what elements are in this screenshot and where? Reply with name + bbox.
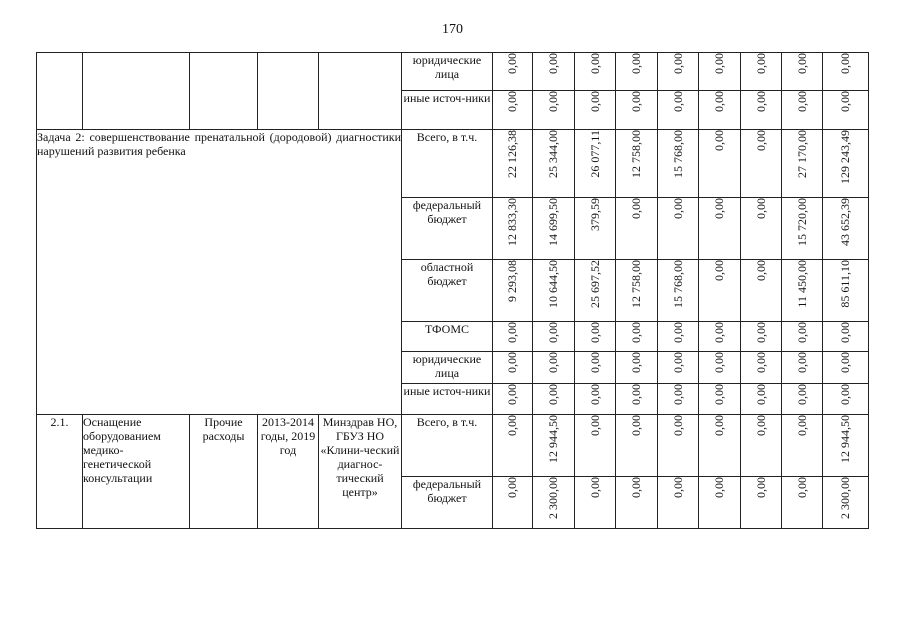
total-cell: 12 944,50 <box>823 415 869 477</box>
cont-cell-executor <box>319 53 402 130</box>
value-cell: 0,00 <box>741 198 782 260</box>
value-cell: 15 768,00 <box>658 130 699 198</box>
value-cell: 12 758,00 <box>616 260 658 322</box>
cont-cell-name <box>83 53 190 130</box>
value-cell: 0,00 <box>658 198 699 260</box>
value-cell: 0,00 <box>533 384 575 415</box>
funding-source: Всего, в т.ч. <box>402 130 493 198</box>
value-cell: 0,00 <box>575 415 616 477</box>
value-cell: 0,00 <box>616 91 658 130</box>
implementation-period: 2013-2014 годы, 2019 год <box>258 415 319 529</box>
cont-cell-number <box>37 53 83 130</box>
executor: Минздрав НО, ГБУЗ НО «Клини-ческий диагнос-тический центр» <box>319 415 402 529</box>
value-cell: 0,00 <box>658 91 699 130</box>
value-cell: 0,00 <box>533 91 575 130</box>
budget-table <box>36 52 869 529</box>
value-cell: 11 450,00 <box>782 260 823 322</box>
value-cell: 0,00 <box>658 477 699 529</box>
value-cell: 10 644,50 <box>533 260 575 322</box>
total-cell: 0,00 <box>823 384 869 415</box>
value-cell: 0,00 <box>616 53 658 91</box>
value-cell: 0,00 <box>699 415 741 477</box>
value-cell: 0,00 <box>575 384 616 415</box>
table-row <box>37 53 869 91</box>
value-cell: 0,00 <box>699 477 741 529</box>
value-cell: 0,00 <box>493 53 533 91</box>
value-cell: 2 300,00 <box>533 477 575 529</box>
total-cell: 129 243,49 <box>823 130 869 198</box>
value-cell: 0,00 <box>782 322 823 352</box>
value-cell: 0,00 <box>741 415 782 477</box>
value-cell: 0,00 <box>575 91 616 130</box>
value-cell: 0,00 <box>533 322 575 352</box>
total-cell: 0,00 <box>823 352 869 384</box>
value-cell: 0,00 <box>658 415 699 477</box>
cont-cell-type <box>190 53 258 130</box>
value-cell: 9 293,08 <box>493 260 533 322</box>
total-cell: 0,00 <box>823 53 869 91</box>
value-cell: 0,00 <box>658 322 699 352</box>
value-cell: 0,00 <box>782 53 823 91</box>
total-cell: 43 652,39 <box>823 198 869 260</box>
value-cell: 0,00 <box>699 352 741 384</box>
value-cell: 0,00 <box>533 53 575 91</box>
value-cell: 0,00 <box>741 322 782 352</box>
value-cell: 15 720,00 <box>782 198 823 260</box>
funding-source: ТФОМС <box>402 322 493 352</box>
task-2-title: Задача 2: совершенствование пренатальной (дородовой) диагностики нарушений развития ребенка <box>37 130 402 415</box>
funding-source: областной бюджет <box>402 260 493 322</box>
value-cell: 0,00 <box>741 352 782 384</box>
funding-source: иные источ-ники <box>402 384 493 415</box>
value-cell: 0,00 <box>575 352 616 384</box>
value-cell: 0,00 <box>616 384 658 415</box>
value-cell: 0,00 <box>658 384 699 415</box>
value-cell: 0,00 <box>699 384 741 415</box>
funding-source: юридические лица <box>402 352 493 384</box>
value-cell: 14 699,50 <box>533 198 575 260</box>
value-cell: 0,00 <box>741 130 782 198</box>
value-cell: 0,00 <box>493 352 533 384</box>
item-name: Оснащение оборудованием медико-генетической консультации <box>83 415 190 529</box>
expense-type: Прочие расходы <box>190 415 258 529</box>
value-cell: 0,00 <box>493 384 533 415</box>
value-cell: 0,00 <box>616 352 658 384</box>
value-cell: 0,00 <box>699 91 741 130</box>
value-cell: 0,00 <box>616 322 658 352</box>
value-cell: 26 077,11 <box>575 130 616 198</box>
value-cell: 0,00 <box>658 53 699 91</box>
value-cell: 0,00 <box>575 477 616 529</box>
value-cell: 0,00 <box>616 415 658 477</box>
value-cell: 0,00 <box>782 384 823 415</box>
page-number: 170 <box>442 22 463 37</box>
value-cell: 0,00 <box>699 130 741 198</box>
value-cell: 0,00 <box>616 198 658 260</box>
value-cell: 0,00 <box>782 415 823 477</box>
value-cell: 0,00 <box>493 415 533 477</box>
value-cell: 0,00 <box>699 53 741 91</box>
value-cell: 27 170,00 <box>782 130 823 198</box>
value-cell: 0,00 <box>575 53 616 91</box>
cont-cell-period <box>258 53 319 130</box>
item-number: 2.1. <box>37 415 83 529</box>
value-cell: 0,00 <box>782 91 823 130</box>
value-cell: 0,00 <box>575 322 616 352</box>
value-cell: 0,00 <box>699 198 741 260</box>
value-cell: 379,59 <box>575 198 616 260</box>
funding-source: иные источ-ники <box>402 91 493 130</box>
funding-source: федеральный бюджет <box>402 198 493 260</box>
value-cell: 0,00 <box>493 91 533 130</box>
value-cell: 12 944,50 <box>533 415 575 477</box>
value-cell: 0,00 <box>782 352 823 384</box>
value-cell: 0,00 <box>741 260 782 322</box>
table-row <box>37 415 869 477</box>
funding-source: юридические лица <box>402 53 493 91</box>
value-cell: 22 126,38 <box>493 130 533 198</box>
value-cell: 0,00 <box>616 477 658 529</box>
value-cell: 12 758,00 <box>616 130 658 198</box>
value-cell: 12 833,30 <box>493 198 533 260</box>
value-cell: 25 344,00 <box>533 130 575 198</box>
value-cell: 25 697,52 <box>575 260 616 322</box>
value-cell: 0,00 <box>741 91 782 130</box>
value-cell: 0,00 <box>493 477 533 529</box>
funding-source: федеральный бюджет <box>402 477 493 529</box>
value-cell: 0,00 <box>741 384 782 415</box>
value-cell: 0,00 <box>741 477 782 529</box>
value-cell: 0,00 <box>699 322 741 352</box>
value-cell: 15 768,00 <box>658 260 699 322</box>
value-cell: 0,00 <box>658 352 699 384</box>
total-cell: 2 300,00 <box>823 477 869 529</box>
total-cell: 0,00 <box>823 322 869 352</box>
funding-source: Всего, в т.ч. <box>402 415 493 477</box>
total-cell: 0,00 <box>823 91 869 130</box>
value-cell: 0,00 <box>699 260 741 322</box>
value-cell: 0,00 <box>493 322 533 352</box>
total-cell: 85 611,10 <box>823 260 869 322</box>
value-cell: 0,00 <box>782 477 823 529</box>
value-cell: 0,00 <box>741 53 782 91</box>
table-row <box>37 130 869 198</box>
value-cell: 0,00 <box>533 352 575 384</box>
